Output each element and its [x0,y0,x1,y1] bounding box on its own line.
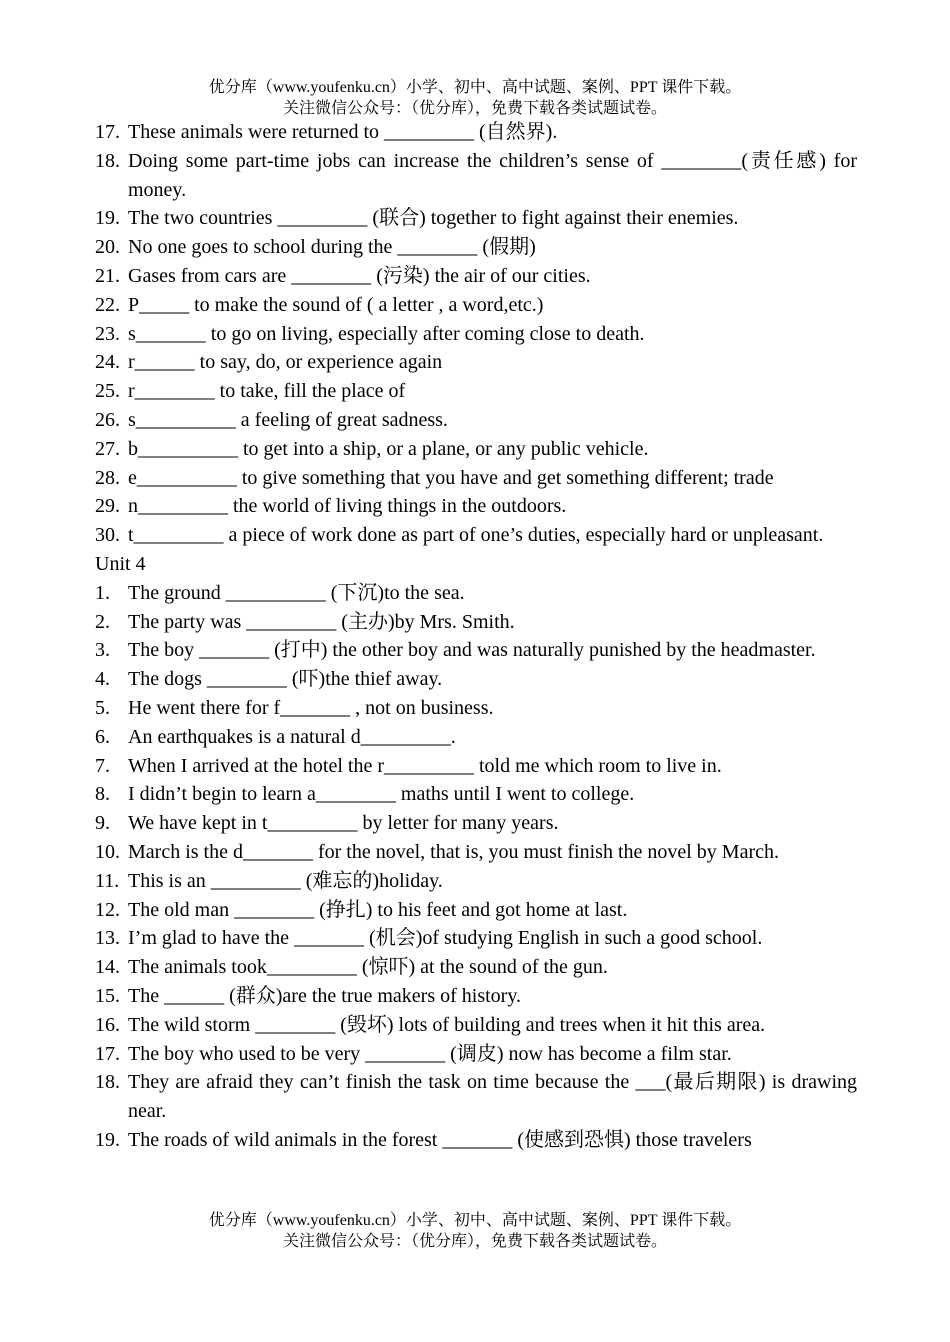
item-number: 9. [95,812,110,835]
item-text: The ground __________ (下沉)to the sea. [128,581,465,604]
exercise-item [95,665,857,694]
header-line-2: 关注微信公众号：（优分库），免费下载各类试题试卷。 [282,100,667,117]
item-number: 20. [95,236,120,259]
item-number: 16. [95,1013,120,1036]
exercise-item [95,1040,857,1069]
item-number: 3. [95,639,110,662]
item-number: 28. [95,466,120,489]
item-text: n_________ the world of living things in the outdoors. [128,495,567,518]
item-number: 6. [95,725,110,748]
item-text: t_________ a piece of work done as part of one’s duties, especially hard or unpleasant. [128,524,824,547]
item-text: The roads of wild animals in the forest _______ (使感到恐惧) those travelers [128,1128,752,1151]
item-number: 24. [95,351,120,374]
item-number: 19. [95,207,120,230]
item-number: 19. [95,1128,120,1151]
page-footer [0,1210,950,1252]
exercise-item [95,377,857,406]
exercise-item [95,579,857,608]
exercise-item [95,204,857,233]
item-number: 18. [95,1071,120,1094]
footer-line-1: 优分库（www.youfenku.cn）小学、初中、高中试题、案例、PPT 课件下载。 [208,1212,742,1229]
item-text: We have kept in t_________ by letter for many years. [128,812,559,835]
exercise-content [95,118,857,1155]
item-text: P_____ to make the sound of ( a letter , a word,etc.) [128,293,544,316]
page-header [0,77,950,119]
item-text: s_______ to go on living, especially after coming close to death. [128,322,645,345]
exercise-item [95,320,857,349]
item-text: The wild storm ________ (毁坏) lots of building and trees when it hit this area. [128,1013,766,1036]
exercise-item [95,521,857,550]
item-text: The boy who used to be very ________ (调皮) now has become a film star. [128,1042,732,1065]
exercise-item [95,896,857,925]
item-number: 1. [95,581,110,604]
item-text: s__________ a feeling of great sadness. [128,408,448,431]
item-number: 21. [95,264,120,287]
item-number: 18. [95,149,120,172]
item-text: Doing some part-time jobs can increase the children’s sense of ________(责任感) for money. [128,149,857,201]
exercise-item [95,291,857,320]
item-text: I’m glad to have the _______ (机会)of studying English in such a good school. [128,927,763,950]
item-text: r______ to say, do, or experience again [128,351,443,374]
item-number: 8. [95,783,110,806]
item-number: 12. [95,898,120,921]
exercise-item [95,694,857,723]
item-number: 22. [95,293,120,316]
exercise-item [95,953,857,982]
unit4-exercise-list [95,579,857,1155]
exercise-item [95,608,857,637]
exercise-item [95,924,857,953]
unit3-exercise-list [95,118,857,550]
item-text: e__________ to give something that you have and get something different; trade [128,466,774,489]
exercise-item [95,838,857,867]
item-text: The dogs ________ (吓)the thief away. [128,668,443,691]
item-text: b__________ to get into a ship, or a plane, or any public vehicle. [128,437,649,460]
exercise-item [95,1011,857,1040]
item-number: 14. [95,956,120,979]
item-number: 5. [95,696,110,719]
exercise-item [95,809,857,838]
item-number: 17. [95,1042,120,1065]
item-number: 29. [95,495,120,518]
item-text: The ______ (群众)are the true makers of history. [128,984,522,1007]
item-number: 27. [95,437,120,460]
item-text: They are afraid they can’t finish the task on time because the ___(最后期限) is drawing near. [128,1071,857,1123]
exercise-item [95,1126,857,1155]
item-text: I didn’t begin to learn a________ maths until I went to college. [128,783,635,806]
item-number: 2. [95,610,110,633]
item-text: The boy _______ (打中) the other boy and was naturally punished by the headmaster. [128,639,816,662]
exercise-item [95,1068,857,1126]
item-text: The two countries _________ (联合) together to fight against their enemies. [128,207,739,230]
exercise-item [95,723,857,752]
item-text: When I arrived at the hotel the r_________ told me which room to live in. [128,754,722,777]
item-number: 15. [95,984,120,1007]
item-number: 11. [95,869,120,892]
exercise-item [95,636,857,665]
item-number: 30. [95,524,120,547]
exercise-item [95,406,857,435]
item-text: An earthquakes is a natural d_________. [128,725,456,748]
item-number: 23. [95,322,120,345]
item-text: r________ to take, fill the place of [128,380,406,403]
item-text: No one goes to school during the ________ (假期) [128,236,536,259]
item-text: This is an _________ (难忘的)holiday. [128,869,443,892]
item-text: He went there for f_______ , not on business. [128,696,494,719]
header-line-1: 优分库（www.youfenku.cn）小学、初中、高中试题、案例、PPT 课件下载。 [208,79,742,96]
item-number: 13. [95,927,120,950]
item-number: 17. [95,121,120,143]
item-number: 7. [95,754,110,777]
item-text: These animals were returned to _________ (自然界). [128,121,558,143]
exercise-item [95,435,857,464]
item-number: 10. [95,840,120,863]
item-text: March is the d_______ for the novel, that is, you must finish the novel by March. [128,840,780,863]
item-text: The animals took_________ (惊吓) at the sound of the gun. [128,956,608,979]
exercise-item [95,348,857,377]
exercise-item [95,752,857,781]
exercise-item [95,982,857,1011]
unit4-heading: Unit 4 [95,552,146,575]
footer-line-2: 关注微信公众号：（优分库），免费下载各类试题试卷。 [282,1233,667,1250]
exercise-item [95,492,857,521]
item-number: 26. [95,408,120,431]
item-text: The party was _________ (主办)by Mrs. Smith. [128,610,515,633]
exercise-item [95,147,857,205]
exercise-item [95,780,857,809]
exercise-item [95,464,857,493]
exercise-item [95,233,857,262]
exercise-item [95,118,857,147]
item-number: 4. [95,668,110,691]
exercise-item [95,867,857,896]
item-number: 25. [95,380,120,403]
exercise-item [95,262,857,291]
item-text: The old man ________ (挣扎) to his feet and got home at last. [128,898,628,921]
item-text: Gases from cars are ________ (污染) the air of our cities. [128,264,591,287]
